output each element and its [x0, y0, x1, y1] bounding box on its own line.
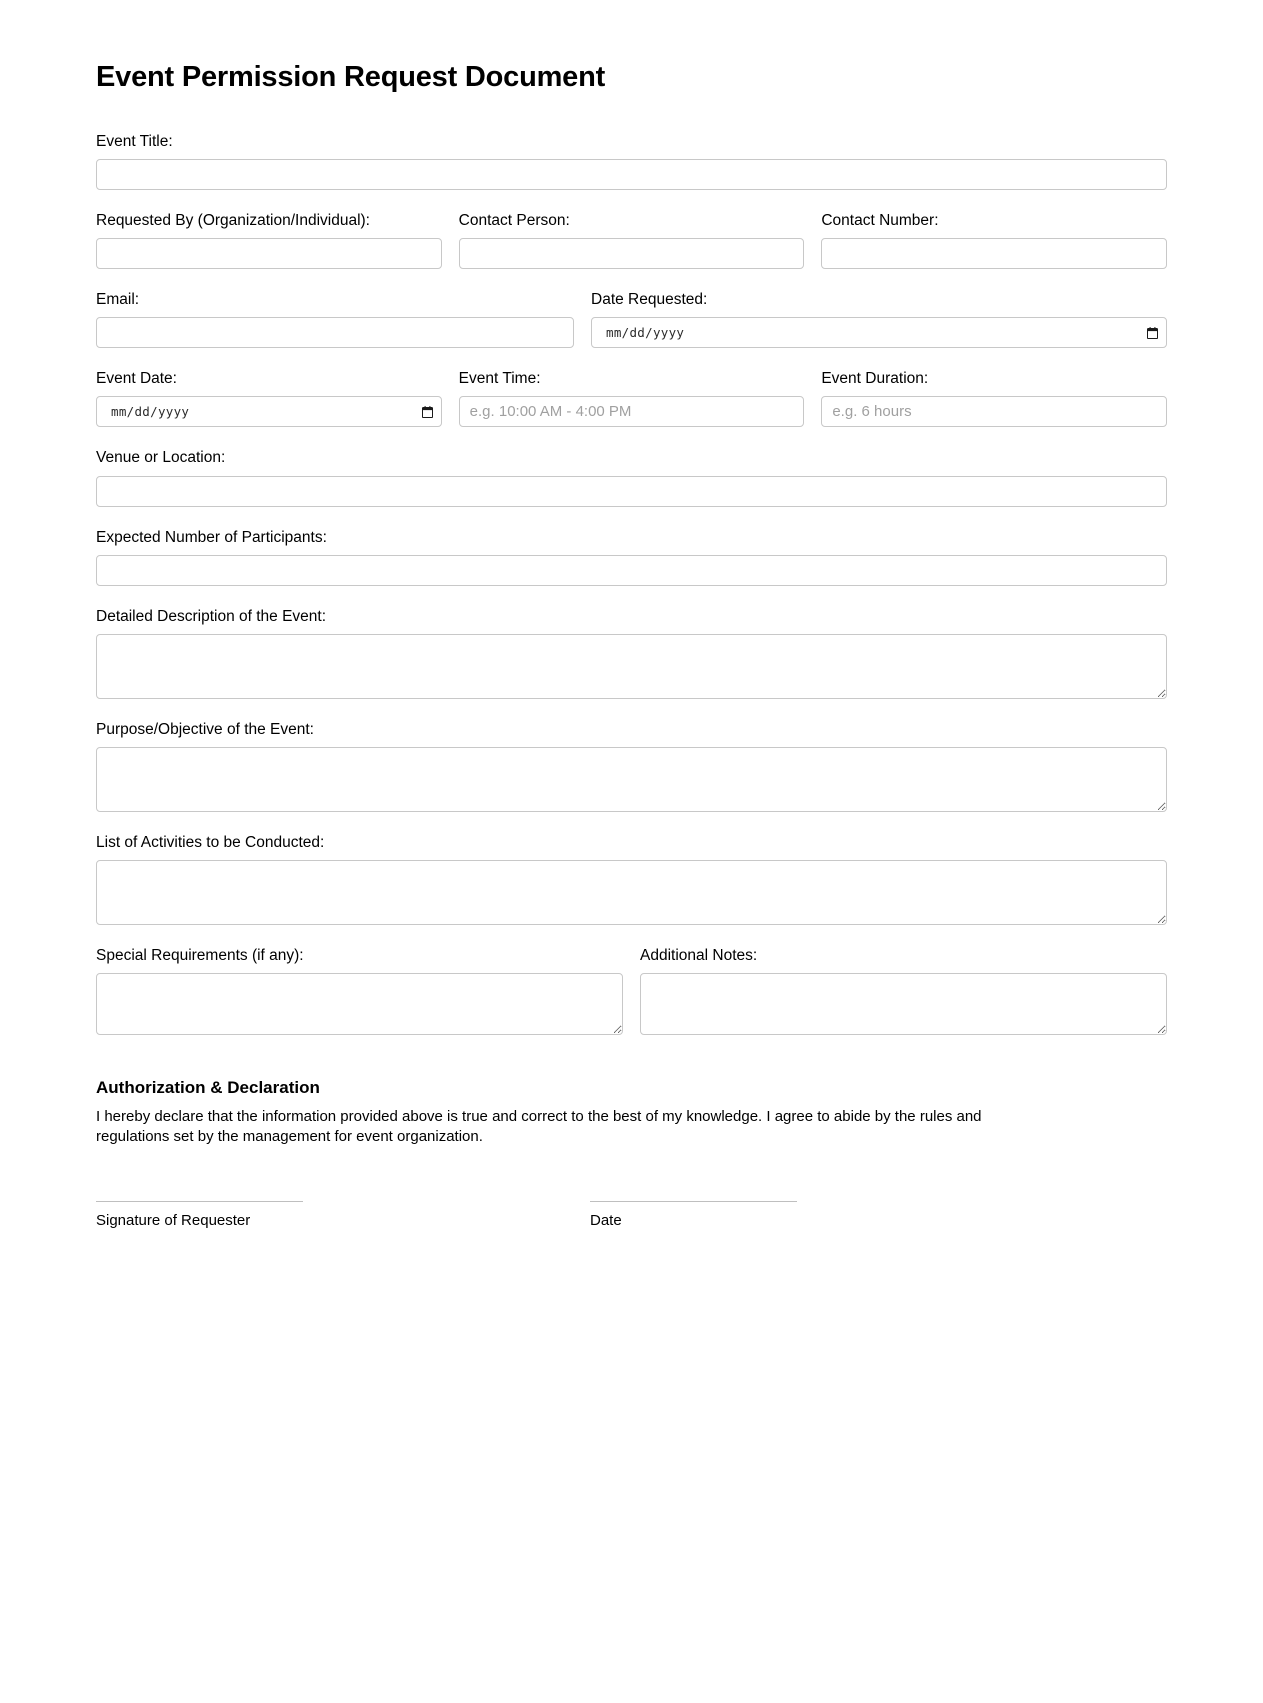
- field-group-participants: [96, 528, 1167, 586]
- date-requested-wrapper: [591, 317, 1167, 348]
- field-group-purpose: [96, 720, 1167, 812]
- signature-row: [96, 1201, 1167, 1230]
- field-group-description: [96, 607, 1167, 699]
- email-input[interactable]: [96, 317, 574, 348]
- additional-notes-textarea[interactable]: [640, 973, 1167, 1035]
- purpose-label: Purpose/Objective of the Event:: [96, 720, 314, 738]
- signature-label: Signature of Requester: [96, 1212, 251, 1230]
- event-date-wrapper: [96, 396, 442, 427]
- field-group-contact-number: [821, 211, 1167, 269]
- declaration-text: I hereby declare that the information provided above is true and correct to the best of my knowledge. I agree to abide by the rules and regulations set by the management for event organization.: [96, 1108, 982, 1146]
- field-group-activities: [96, 833, 1167, 925]
- field-group-special-requirements: [96, 946, 623, 1035]
- field-group-event-time: [459, 369, 805, 427]
- purpose-textarea[interactable]: [96, 747, 1167, 812]
- venue-label: Venue or Location:: [96, 449, 226, 467]
- signature-line: [96, 1201, 303, 1202]
- field-group-contact-person: [459, 211, 805, 269]
- date-column: [590, 1201, 1084, 1230]
- event-date-placeholder: mm/dd/yyyy: [111, 404, 190, 420]
- activities-textarea[interactable]: [96, 860, 1167, 925]
- extras-row: [96, 946, 1167, 1035]
- purpose-wrapper: [96, 747, 1167, 812]
- venue-input[interactable]: [96, 476, 1167, 507]
- contact-person-input[interactable]: [459, 238, 805, 269]
- field-group-event-title: [96, 132, 1167, 190]
- special-requirements-label: Special Requirements (if any):: [96, 947, 304, 965]
- contact-number-label: Contact Number:: [821, 212, 939, 230]
- event-title-input[interactable]: [96, 159, 1167, 190]
- page-title: Event Permission Request Document: [96, 61, 606, 93]
- requested-by-label: Requested By (Organization/Individual):: [96, 212, 370, 230]
- event-time-input[interactable]: [459, 396, 805, 427]
- contact-row: [96, 211, 1167, 269]
- description-wrapper: [96, 634, 1167, 699]
- event-schedule-row: [96, 369, 1167, 427]
- event-title-label: Event Title:: [96, 132, 173, 150]
- date-line: [590, 1201, 797, 1202]
- authorization-section: [96, 1078, 1167, 1230]
- calendar-icon[interactable]: [1147, 327, 1158, 339]
- field-group-email: [96, 290, 574, 348]
- field-group-venue: [96, 448, 1167, 506]
- contact-number-input[interactable]: [821, 238, 1167, 269]
- signature-column: [96, 1201, 590, 1230]
- event-time-label: Event Time:: [458, 370, 541, 388]
- event-duration-input[interactable]: [821, 396, 1167, 427]
- description-textarea[interactable]: [96, 634, 1167, 699]
- event-date-input[interactable]: [96, 396, 442, 427]
- activities-wrapper: [96, 860, 1167, 925]
- event-date-label: Event Date:: [96, 370, 177, 388]
- date-label: Date: [590, 1212, 622, 1230]
- additional-notes-wrapper: [640, 973, 1167, 1035]
- special-requirements-textarea[interactable]: [96, 973, 623, 1035]
- email-date-row: [96, 290, 1167, 348]
- field-group-event-date: [96, 369, 442, 427]
- event-duration-label: Event Duration:: [821, 370, 929, 388]
- field-group-requested-by: [96, 211, 442, 269]
- date-requested-placeholder: mm/dd/yyyy: [606, 325, 685, 341]
- special-requirements-wrapper: [96, 973, 623, 1035]
- field-group-date-requested: [591, 290, 1167, 348]
- calendar-icon[interactable]: [422, 406, 433, 418]
- participants-input[interactable]: [96, 555, 1167, 586]
- email-label: Email:: [96, 291, 140, 309]
- requested-by-input[interactable]: [96, 238, 442, 269]
- participants-label: Expected Number of Participants:: [96, 528, 327, 546]
- contact-person-label: Contact Person:: [458, 212, 570, 230]
- field-group-additional-notes: [640, 946, 1167, 1035]
- additional-notes-label: Additional Notes:: [640, 947, 758, 965]
- date-requested-input[interactable]: [591, 317, 1167, 348]
- date-requested-label: Date Requested:: [591, 291, 708, 309]
- authorization-heading: Authorization & Declaration: [96, 1078, 320, 1098]
- activities-label: List of Activities to be Conducted:: [96, 834, 325, 852]
- field-group-event-duration: [821, 369, 1167, 427]
- description-label: Detailed Description of the Event:: [96, 607, 327, 625]
